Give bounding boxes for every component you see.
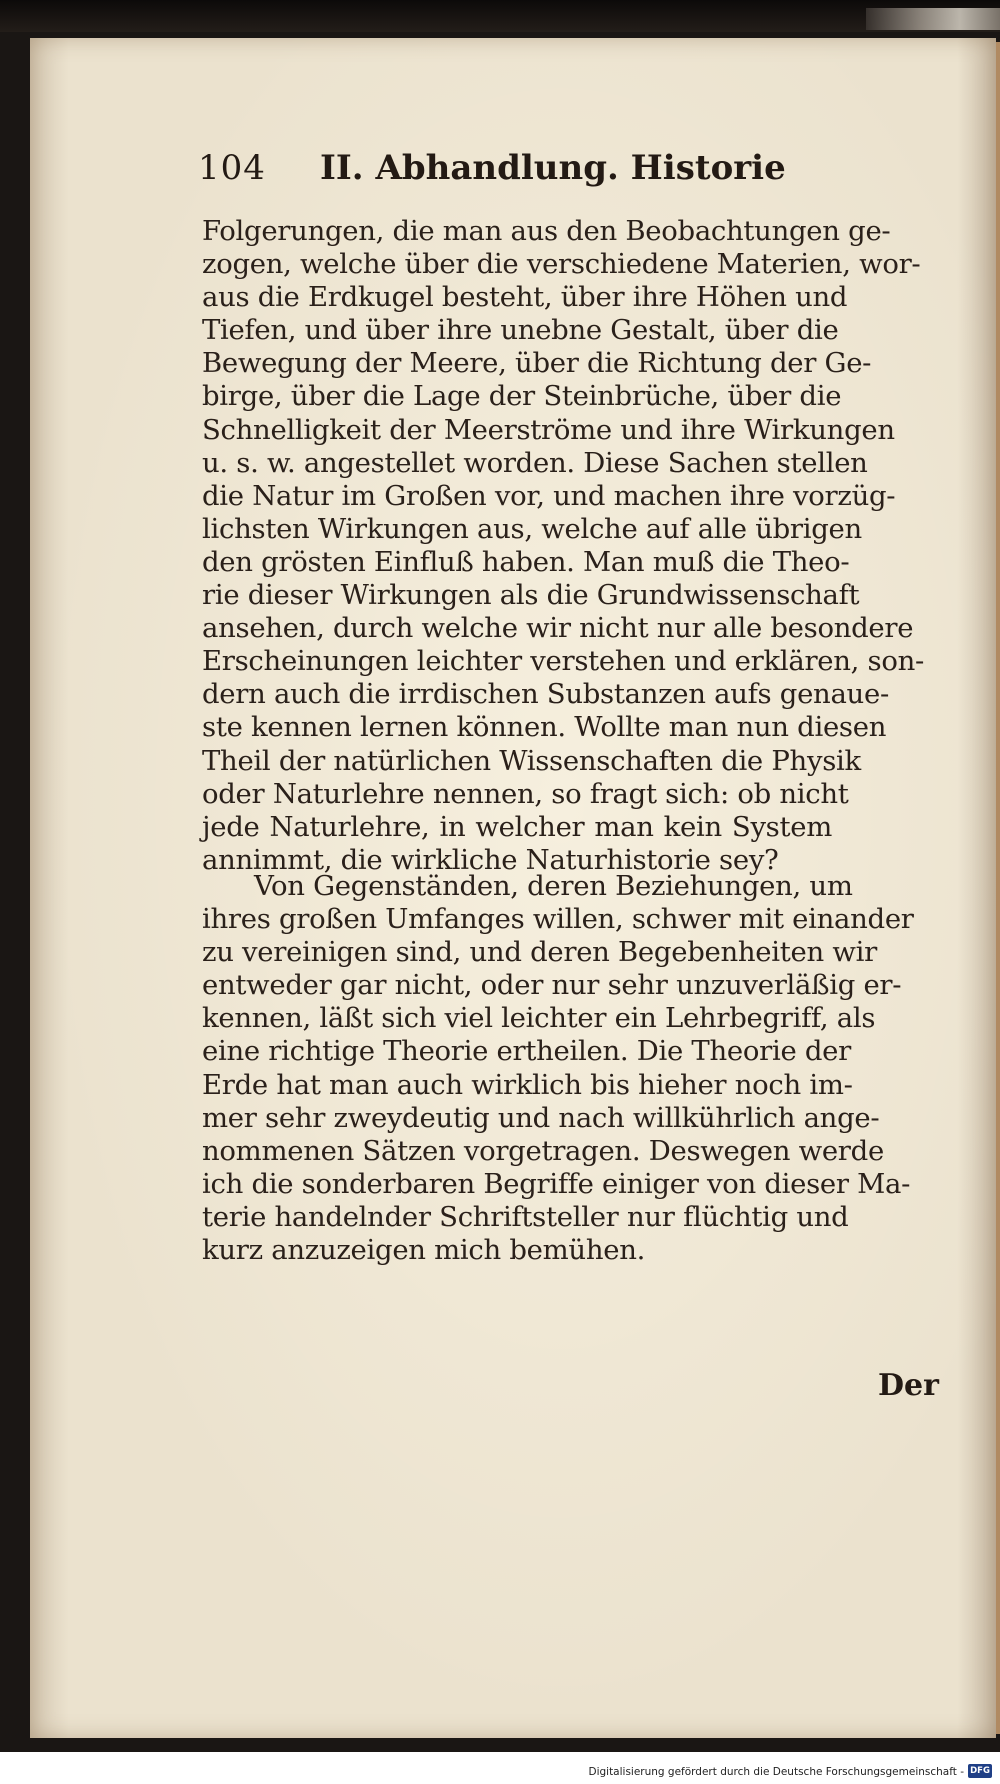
text-line: terie handelnder Schriftsteller nur flüchtig und <box>202 1200 849 1233</box>
text-line: ste kennen lernen können. Wollte man nun diesen <box>202 711 887 744</box>
paragraph-1 <box>202 215 925 877</box>
text-line: kurz anzuzeigen mich bemühen. <box>202 1234 646 1267</box>
page-header <box>198 148 838 198</box>
paragraph-2 <box>202 870 914 1267</box>
dfg-logo-icon: DFG <box>968 1764 992 1778</box>
scan-margin-strip <box>866 8 1000 30</box>
text-line: oder Naturlehre nennen, so fragt sich: ob nicht <box>202 777 849 810</box>
text-line: birge, über die Lage der Steinbrüche, über die <box>202 380 842 413</box>
text-line: entweder gar nicht, oder nur sehr unzuverläßig er- <box>202 969 902 1002</box>
text-line: eine richtige Theorie ertheilen. Die Theorie der <box>202 1035 851 1068</box>
text-line: rie dieser Wirkungen als die Grundwissenschaft <box>202 579 860 612</box>
text-line: Erde hat man auch wirklich bis hieher noch im- <box>202 1068 853 1101</box>
text-line: ich die sonderbaren Begriffe einiger von dieser Ma- <box>202 1167 911 1200</box>
text-line: mer sehr zweydeutig und nach willkührlich ange- <box>202 1101 880 1134</box>
text-line: Erscheinungen leichter verstehen und erklären, son- <box>202 645 925 678</box>
running-title: II. Abhandlung. Historie <box>320 148 786 188</box>
text-line: nommenen Sätzen vorgetragen. Deswegen werde <box>202 1134 884 1167</box>
text-line: lichsten Wirkungen aus, welche auf alle übrigen <box>202 512 862 545</box>
text-line: Theil der natürlichen Wissenschaften die Physik <box>202 744 861 777</box>
text-line: annimmt, die wirkliche Naturhistorie sey? <box>202 843 779 876</box>
text-line: u. s. w. angestellet worden. Diese Sachen stellen <box>202 446 868 479</box>
scan-background-top <box>0 0 1000 32</box>
text-line: Von Gegenständen, deren Beziehungen, um <box>254 870 853 902</box>
text-line: aus die Erdkugel besteht, über ihre Höhen und <box>202 281 848 314</box>
text-line: Schnelligkeit der Meerströme und ihre Wirkungen <box>202 413 895 446</box>
text-line: den grösten Einfluß haben. Man muß die Theo- <box>202 545 850 578</box>
page-edge <box>996 42 1000 1734</box>
text-line: dern auch die irrdischen Substanzen aufs genaue- <box>202 678 889 711</box>
text-line: ihres großen Umfanges willen, schwer mit einander <box>202 903 914 936</box>
text-line: kennen, läßt sich viel leichter ein Lehrbegriff, als <box>202 1002 876 1035</box>
text-line: ansehen, durch welche wir nicht nur alle besondere <box>202 612 914 645</box>
text-line: zu vereinigen sind, und deren Begebenheiten wir <box>202 936 877 969</box>
page-number: 104 <box>198 148 266 188</box>
text-line: Bewegung der Meere, über die Richtung der Ge- <box>202 347 872 380</box>
text-line: die Natur im Großen vor, und machen ihre vorzüg- <box>202 479 896 512</box>
text-line: jede Naturlehre, in welcher man kein System <box>202 810 832 843</box>
text-line: Tiefen, und über ihre unebne Gestalt, über die <box>202 314 839 347</box>
text-line: Folgerungen, die man aus den Beobachtungen ge- <box>202 215 891 247</box>
text-line: zogen, welche über die verschiedene Materien, wor- <box>202 248 921 281</box>
digitization-credit: Digitalisierung gefördert durch die Deutsche Forschungsgemeinschaft - <box>588 1766 964 1778</box>
catchword: Der <box>878 1368 939 1403</box>
